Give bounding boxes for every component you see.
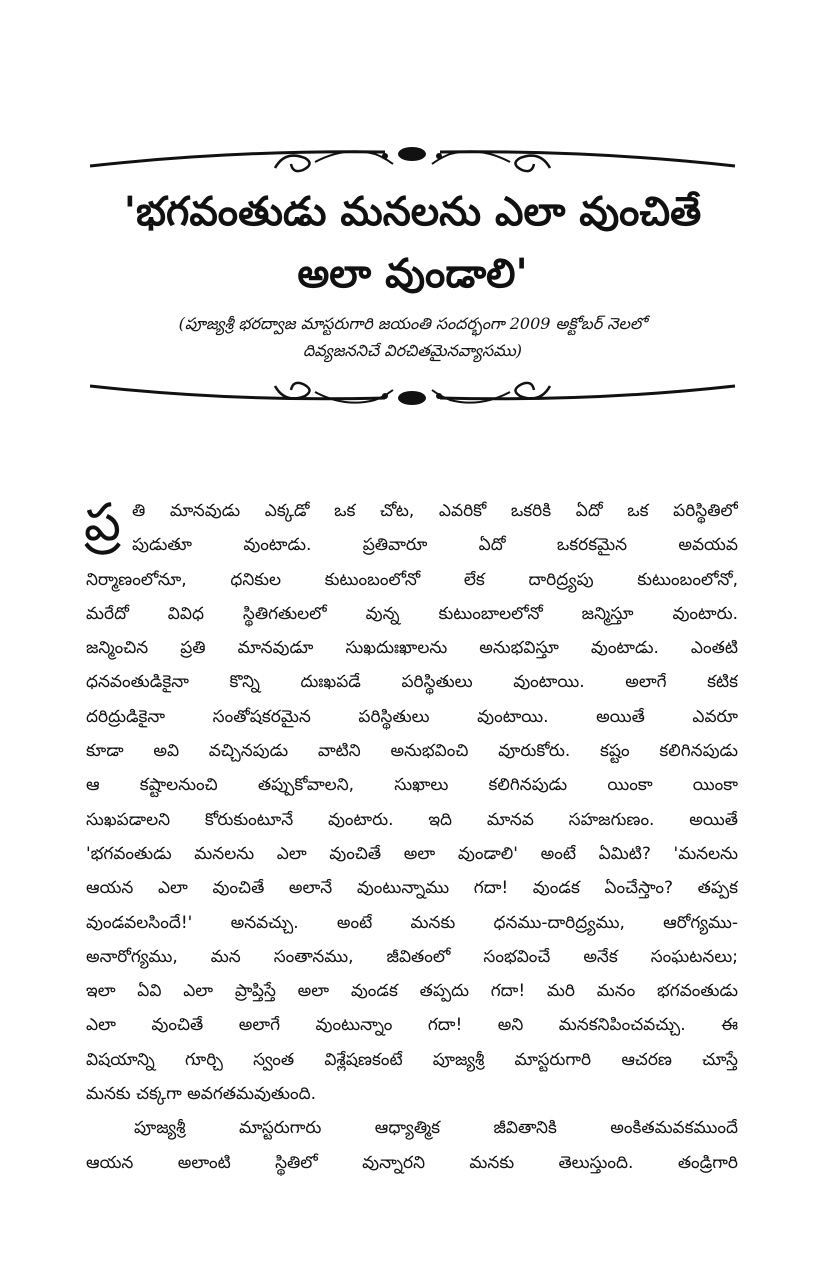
body-line: విషయాన్ని గూర్చి స్వంత విశ్లేషణకంటే పూజ్యశ్రీ మాస్టరుగారి ఆచరణ చూస్తే <box>86 1049 738 1070</box>
body-line: మరేదో వివిధ స్థితిగతులలో వున్న కుటుంబాలలోనో జన్మిస్తూ వుంటారు. <box>86 603 738 624</box>
body-line: తి మానవుడు ఎక్కడో ఒక చోట, ఎవరికో ఒకరికి ఏదో ఒక పరిస్థితిలో <box>132 501 738 521</box>
drop-cap-letter: ప్ర <box>84 493 121 553</box>
bottom-ornament-divider <box>85 374 740 414</box>
body-line: ఆ కష్టాలనుంచి తప్పుకోవాలని, సుఖాలు కలిగినపుడు యింకా యింకా <box>86 775 738 796</box>
body-line: జన్మించిన ప్రతి మానవుడూ సుఖదుఃఖాలను అనుభవిస్తూ వుంటాడు. ఎంతటి <box>86 638 738 659</box>
body-line: నిర్మాణంలోనూ, ధనికుల కుటుంబంలోనో లేక దారిద్ర్యపు కుటుంబంలోనో, <box>86 569 738 590</box>
article-body <box>86 494 738 1180</box>
body-line: సుఖపడాలని కోరుకుంటూనే వుంటారు. ఇది మానవ సహజగుణం. అయితే <box>86 809 738 830</box>
page-title-line-1: 'భగవంతుడు మనలను ఎలా వుంచితే <box>123 189 702 235</box>
body-line: వుండవలసిందే!' అనవచ్చు. అంటే మనకు ధనము-దారిద్ర్యము, ఆరోగ్యము- <box>86 912 738 933</box>
body-line: ఆయన అలాంటి స్థితిలో వున్నారని మనకు తెలుస్తుంది. తండ్రిగారి <box>86 1152 738 1173</box>
body-line: పుడుతూ వుంటాడు. ప్రతివారూ ఏదో ఒకరకమైన అవయవ <box>132 535 738 556</box>
body-line: ఎలా వుంచితే అలాగే వుంటున్నాం గదా! అని మనకనిపించవచ్చు. ఈ <box>86 1015 738 1036</box>
subtitle-line-2: దివ్యజననిచే విరచితమైనవ్యాసము) <box>303 341 522 360</box>
subtitle-line-1: (పూజ్యశ్రీ భరద్వాజ మాస్టరుగారి జయంతి సందర్భంగా 2009 అక్టోబర్ నెలలో <box>178 314 647 333</box>
body-line: 'భగవంతుడు మనలను ఎలా వుంచితే అలా వుండాలి' అంటే ఏమిటి? 'మనలను <box>86 843 738 864</box>
body-line: పూజ్యశ్రీ మాస్టరుగారు ఆధ్యాత్మిక జీవితానికి అంకితమవకముందే <box>134 1118 738 1139</box>
top-ornament-divider <box>85 138 740 178</box>
body-line: అనారోగ్యము, మన సంతానము, జీవితంలో సంభవించే అనేక సంఘటనలు; <box>86 946 738 967</box>
body-line: మనకు చక్కగా అవగతమవుతుంది. <box>86 1084 317 1105</box>
body-line: దరిద్రుడికైనా సంతోషకరమైన పరిస్థితులు వుంటాయి. అయితే ఎవరూ <box>86 706 738 727</box>
body-line: కూడా అవి వచ్చినపుడు వాటిని అనుభవించి వూరుకోరు. కష్టం కలిగినపుడు <box>86 741 738 762</box>
body-line: ఇలా ఏవి ఎలా ప్రాప్తిస్తే అలా వుండక తప్పదు గదా! మరి మనం భగవంతుడు <box>86 981 738 1002</box>
body-line: ధనవంతుడికైనా కొన్ని దుఃఖపడే పరిస్థితులు వుంటాయి. అలాగే కటిక <box>86 672 738 693</box>
page-title-line-2: అలా వుండాలి' <box>297 251 528 297</box>
body-line: ఆయన ఎలా వుంచితే అలానే వుంటున్నాము గదా! వుండక ఏంచేస్తాం? తప్పక <box>86 878 738 899</box>
